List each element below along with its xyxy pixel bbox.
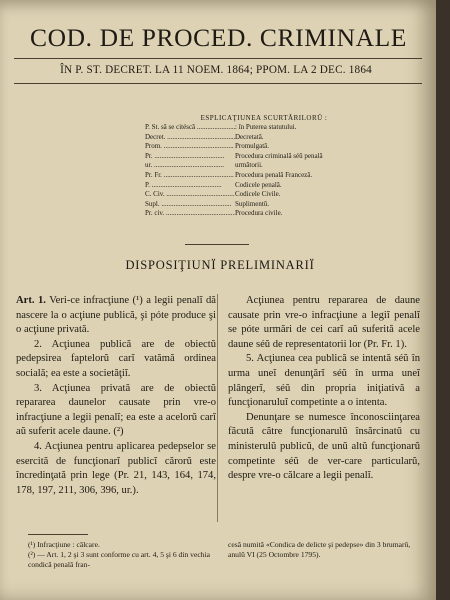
paragraph: Denunţare se numesce înconosciinţarea făcută către funcţionarulŭ însărcinatŭ cu ministerulŭ publicŭ, de unŭ altŭ funcţionarŭ competinte séŭ de ver-care particularŭ, despre vre-o călcare a legii penalĭ. <box>228 411 420 482</box>
paragraph: 4. Acţiunea pentru aplicarea pedepselor se esercită de funcţionarĭ publicĭ cărorŭ este încredinţată prin lege (Pr. 21, 143, 164, 174, 178, 197, 211, 306, 396, ur.). <box>16 440 216 496</box>
abbreviation-item: Prom. ..... Promulgată. <box>145 142 395 152</box>
page-title: COD. DE PROCED. CRIMINALE <box>30 23 407 52</box>
right-text-column <box>228 294 420 484</box>
abbreviation-item: ur. ..... următorii. <box>145 161 395 171</box>
abbreviation-item: Decret. ..... Decretată. <box>145 133 395 143</box>
abbreviation-item: P. St. să se citéscă ..... : în Puterea statutului. <box>145 123 395 133</box>
abbreviation-item: Pr. civ. ..... Procedura civile. <box>145 209 395 219</box>
paragraph: 2. Acţiunea publică are de obiectŭ pedepsirea faptelorŭ carĭ vatămă ordinea socială; ea este a societăţiĭ. <box>16 338 216 379</box>
article-number: Art. 1. <box>16 295 46 306</box>
left-text-column <box>16 294 216 498</box>
page-subtitle: ÎN P. ST. DECRET. LA 11 NOEM. 1864; PPOM. LA 2 DEC. 1864 <box>60 64 372 76</box>
abbreviation-item: Supl. ..... Suplimentŭ. <box>145 200 395 210</box>
abbreviations-heading: ESPLICAŢIUNEA SCURTĂRILORŬ : <box>200 114 328 122</box>
paragraph: 5. Acţiunea cea publică se intentă séŭ în urma uneĭ denunţărĭ séŭ în urma uneĭ plângerĭ, séŭ din propria iniţiativă a funcţionaruluĭ competinte a o intenta. <box>228 353 420 409</box>
abbreviation-item: Pr. ..... Procedura criminală séŭ penală <box>145 152 395 162</box>
abbreviation-item: P. ..... Codicele penală. <box>145 181 395 191</box>
paragraph: Acţiunea pentru repararea de daune causate prin vre-o infracţiune a legiĭ penalĭ se póte urmări de cei carĭ aŭ suferită acele daune séŭ de representatorii lor (Pr. Fr. 1). <box>228 295 420 350</box>
footnotes-right <box>228 540 418 560</box>
footnote-rule <box>28 534 88 535</box>
abbreviations-list <box>145 123 395 219</box>
title-rule-bottom <box>14 83 422 84</box>
paragraph: 3. Acţiunea privată are de obiectŭ repararea daunelor causate prin vre-o infracţiune a legii penalĭ; ea este a acelorŭ carĭ aŭ suferit acele daune. (²) <box>16 382 216 438</box>
paragraph: Art. 1. Veri-ce infracţiune (¹) a legii penalĭ dă nascere la o acţiune publică, şi póte produce şi o acţiune privată. <box>16 295 216 336</box>
column-divider <box>217 294 218 522</box>
footnote: (²) — Art. 1, 2 şi 3 sunt conforme cu art. 4, 5 şi 6 din vechia condică penală fran- <box>28 550 210 569</box>
abbreviation-item: Pr. Fr. ..... Procedura penală Franceză. <box>145 171 395 181</box>
footnotes-left <box>28 540 218 570</box>
section-heading: DISPOSIŢIUNÏ PRELIMINARIÏ <box>125 258 315 272</box>
footnote: cesă numită «Condica de delicte şi pedepse» din 3 brumarŭ, anulŭ VI (25 Octombre 1795). <box>228 540 411 559</box>
section-divider-rule <box>185 244 249 245</box>
footnote: (¹) Infracţiune : călcare. <box>28 540 100 549</box>
title-rule-top <box>14 58 422 59</box>
abbreviation-item: C. Civ. ..... Codicele Civile. <box>145 190 395 200</box>
